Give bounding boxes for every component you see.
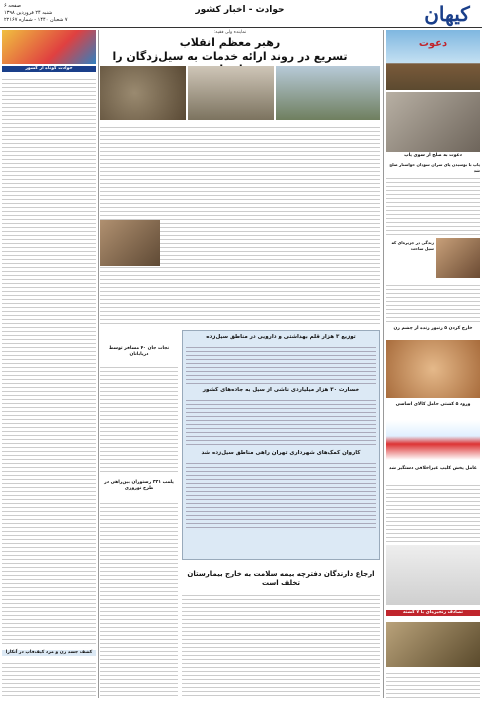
right-text-3 xyxy=(386,482,480,542)
center-photo-3 xyxy=(276,66,380,120)
page-date: شنبه ۲۴ فروردین ۱۳۹۸ xyxy=(4,10,53,16)
right-photo-toothpaste xyxy=(386,420,480,460)
news-box-head-1: توزیع ۳ هزار قلم بهداشتی و دارویی در مناطق سیل‌زده xyxy=(206,334,356,340)
right-text-4 xyxy=(386,670,480,698)
news-box xyxy=(182,330,380,560)
center-head-5: نجات جان ۴۰ مسافر توسط دریابانان xyxy=(108,346,170,357)
center-text-2 xyxy=(100,364,178,474)
page-issue: ۷ شعبان ۱۴۴۰ - شماره ۲۲۱۶۷ xyxy=(4,17,68,23)
left-top-ad xyxy=(2,30,96,64)
column-rule-right xyxy=(383,30,384,698)
masthead xyxy=(0,0,482,28)
right-story-head: پاپ با بوسیدن پای سران سودان خواستار صلح شد xyxy=(389,162,480,173)
right-item-4: عامل پخش کلیپ غیراخلاقی دستگیر شد xyxy=(388,466,477,471)
page-number: صفحه ۶ xyxy=(4,3,21,9)
left-text xyxy=(2,76,96,646)
center-photo-2 xyxy=(188,66,274,120)
center-text-3 xyxy=(100,500,178,698)
left-text-bottom xyxy=(2,660,96,698)
right-text-2 xyxy=(386,282,480,322)
left-banner: حوادث کوتاه از کشور xyxy=(2,66,96,72)
news-box-head-3: کاروان کمک‌های شهرداری تهران راهی مناطق سیل‌زده شد xyxy=(201,450,361,456)
right-text-1 xyxy=(386,175,480,235)
right-photo-boy xyxy=(436,238,480,278)
section-title: حوادث - اخبار کشور xyxy=(195,5,285,15)
newspaper-logo: کیهان xyxy=(424,2,470,26)
ad-text: دعوت xyxy=(418,38,448,49)
right-item-2: خارج کردن ۵ زنبور زنده از چشم زن xyxy=(393,326,473,331)
page-info xyxy=(4,3,154,24)
news-box-text-1 xyxy=(186,344,376,384)
center-photo-1 xyxy=(100,66,186,120)
right-photo-accident xyxy=(386,622,480,667)
column-rule-left xyxy=(98,30,99,698)
news-box-text-3 xyxy=(186,460,376,530)
right-top-ad xyxy=(386,30,480,90)
news-box-head-2: خسارت ۳۰ هزار میلیاردی ناشی از سیل به جاده‌های کشور xyxy=(202,387,360,393)
main-headline-1: رهبر معظم انقلاب xyxy=(179,36,281,49)
right-item-3: ورود ۵ کشتی حامل کالای اساسی xyxy=(395,402,471,407)
main-headline-2: تسریع در روند ارائه خدمات به سیل‌زدگان را xyxy=(112,50,348,63)
center-photo-4 xyxy=(100,220,160,266)
center-text-4 xyxy=(182,592,380,698)
right-photo-ad xyxy=(386,545,480,605)
right-item-5: تصادف زنجیره‌ای با ۷ کشته xyxy=(386,610,480,616)
right-item-1: زندگی در جزیره‌ای که سیل ساخت xyxy=(391,240,434,251)
left-bottom-headline: کشف جسد زن و مرد کیف‌قاپ در آنکارا xyxy=(2,650,96,656)
center-head-6: پلمب ۳۳۱ رستوران بین‌راهی در طرح نوروزی xyxy=(104,480,174,491)
right-photo-pope xyxy=(386,92,480,152)
news-box-text-2 xyxy=(186,397,376,447)
right-caption: دعوت به صلح از سوی پاپ xyxy=(404,153,462,158)
center-head-4: ارجاع دارندگان دفترچه بیمه سلامت به خارج بیمارستان تخلف است xyxy=(187,570,375,587)
right-photo-bees xyxy=(386,340,480,398)
main-kicker: نماینده ولی فقیه: xyxy=(213,30,247,35)
